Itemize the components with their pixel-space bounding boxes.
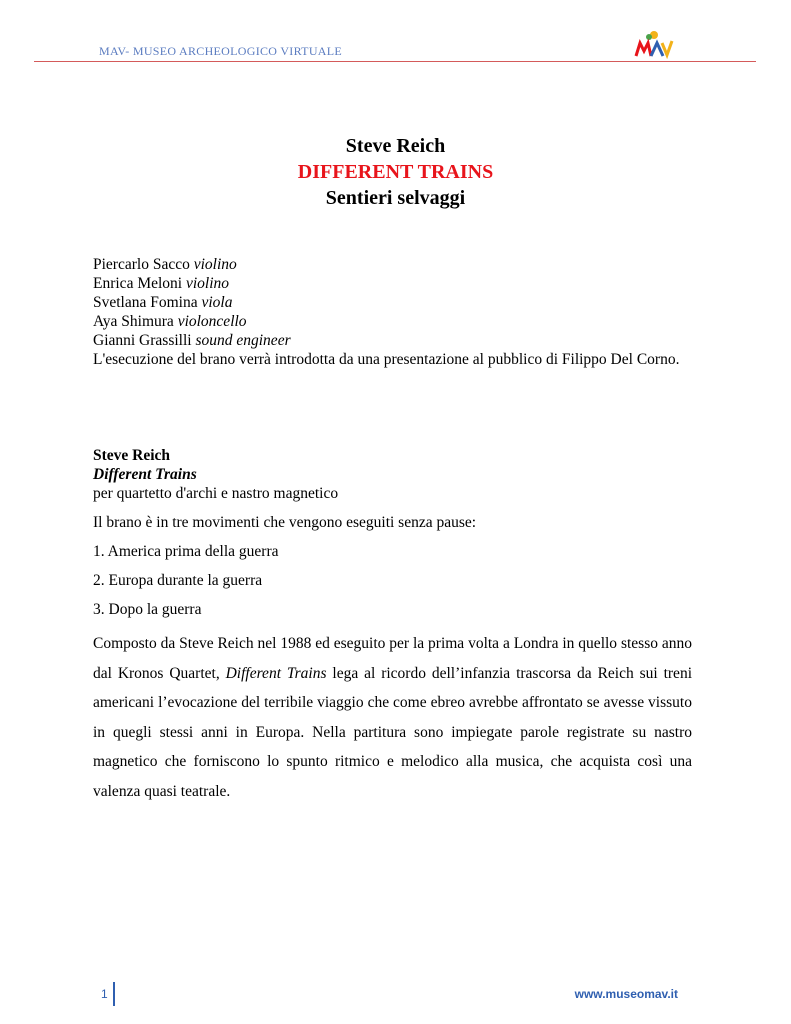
movement-item: 3. Dopo la guerra <box>93 601 202 618</box>
credit-item <box>93 293 693 312</box>
title-composer: Steve Reich <box>345 135 446 157</box>
header-divider <box>34 61 756 62</box>
description-part: lega al ricordo dell’infanzia trascorsa da Reich sui treni americani l’evocazione del terribile viaggio che come ebreo avrebbe affrontato se avesse vissuto in quegli stessi anni in Europa. Nella partitura sono impiegate parole registrate su nastro magnetico che forniscono lo spunto ritmico e melodico alla musica, che acquista così una valenza quasi teatrale. <box>93 664 692 800</box>
footer-url-link[interactable]: www.museomav.it <box>574 987 678 1001</box>
title-block <box>0 133 791 211</box>
credit-role: violino <box>193 256 237 273</box>
work-description <box>93 629 692 806</box>
credit-name: Piercarlo Sacco <box>93 256 190 273</box>
credit-item <box>93 274 693 293</box>
credit-name: Enrica Meloni <box>93 275 183 292</box>
credits-list <box>93 255 693 369</box>
credit-name: Aya Shimura <box>93 313 174 330</box>
movement-item: 1. America prima della guerra <box>93 543 279 560</box>
credit-item <box>93 312 693 331</box>
footer-divider <box>113 982 115 1006</box>
credit-item <box>93 255 693 274</box>
work-title: Different Trains <box>93 466 197 483</box>
movement-item: 2. Europa durante la guerra <box>93 572 263 589</box>
title-work: DIFFERENT TRAINS <box>297 161 494 183</box>
work-composer: Steve Reich <box>93 447 171 464</box>
work-section <box>93 446 692 806</box>
description-part: Composto da Steve Reich nel 1988 ed eseguito per la prima volta a Londra in quello stesso anno dal Kronos Quartet, <box>93 635 692 682</box>
credit-role: sound engineer <box>195 332 291 349</box>
intro-note: L'esecuzione del brano verrà introdotta da una presentazione al pubblico di Filippo Del Corno. <box>93 351 680 368</box>
credit-role: viola <box>201 294 233 311</box>
credit-item <box>93 331 693 350</box>
mav-logo-icon <box>634 29 674 59</box>
page-number: 1 <box>101 987 108 1001</box>
structure-note: Il brano è in tre movimenti che vengono eseguiti senza pause: <box>93 514 477 531</box>
credit-role: violoncello <box>177 313 247 330</box>
header-title: MAV- MUSEO ARCHEOLOGICO VIRTUALE <box>99 44 343 58</box>
credit-name: Svetlana Fomina <box>93 294 198 311</box>
description-italic-title: Different Trains <box>225 664 327 682</box>
credit-name: Gianni Grassilli <box>93 332 192 349</box>
title-ensemble: Sentieri selvaggi <box>325 187 466 209</box>
work-subtitle: per quartetto d'archi e nastro magnetico <box>93 485 339 502</box>
credit-role: violino <box>185 275 230 292</box>
